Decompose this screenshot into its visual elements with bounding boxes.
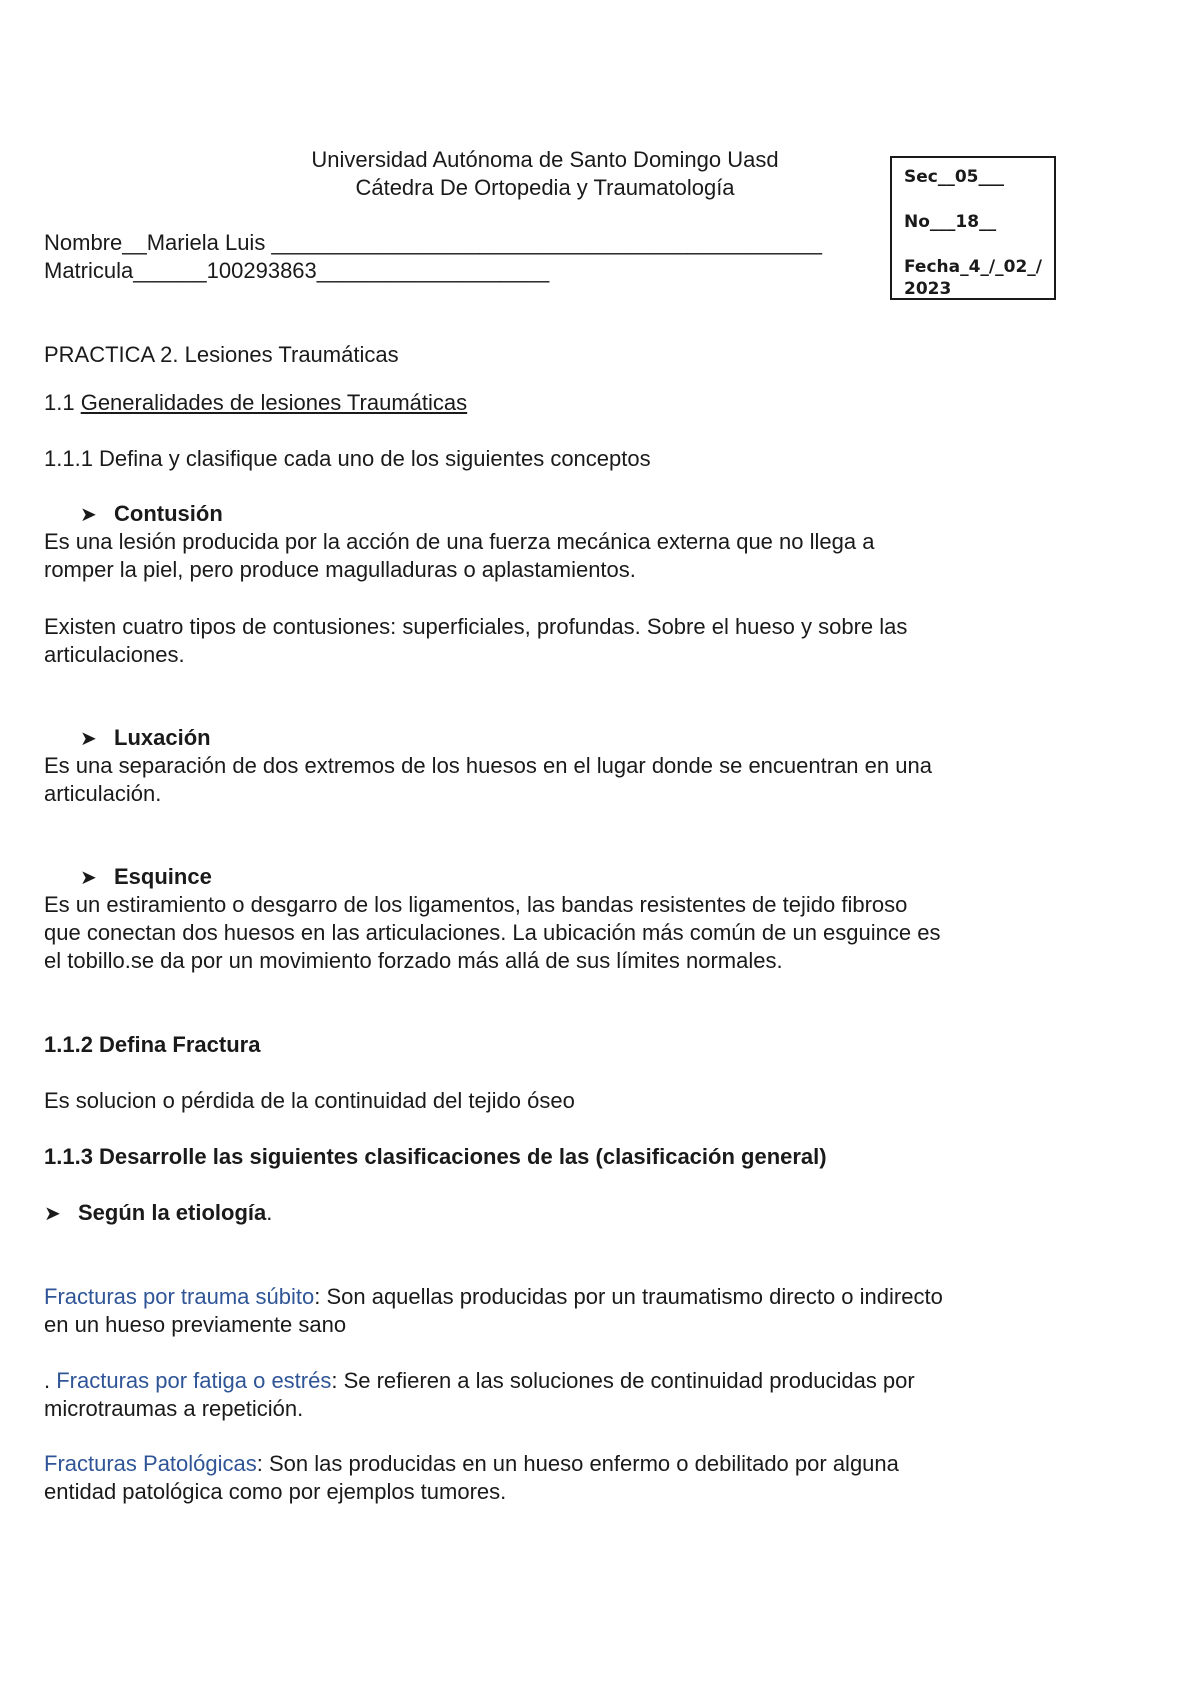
arrow-bullet-icon: ➤ xyxy=(80,867,97,889)
section-1-1-title: Generalidades de lesiones Traumáticas xyxy=(80,390,468,415)
fractura-fatiga-line-1 xyxy=(44,1367,915,1395)
section-1-1-2-heading: 1.1.2 Defina Fractura xyxy=(44,1032,261,1057)
department-name: Cátedra De Ortopedia y Traumatología xyxy=(355,175,735,200)
contusion-text-4: articulaciones. xyxy=(44,642,185,667)
contusion-text-2: romper la piel, pero produce magulladuras o aplastamientos. xyxy=(44,557,636,582)
section-number: Sec__05___ xyxy=(904,167,1005,187)
section-1-1-3-heading: 1.1.3 Desarrolle las siguientes clasificaciones de las (clasificación general) xyxy=(44,1144,827,1169)
fractura-subito-term: Fracturas por trauma súbito xyxy=(44,1284,315,1309)
student-name-line: Nombre__Mariela Luis _____________________________________________ xyxy=(44,230,823,255)
section-1-1-number: 1.1 xyxy=(44,390,81,415)
fractura-definition: Es solucion o pérdida de la continuidad del tejido óseo xyxy=(44,1088,575,1113)
section-1-1-heading xyxy=(44,389,467,417)
fractura-fatiga-term: Fracturas por fatiga o estrés xyxy=(56,1368,332,1393)
contusion-title: Contusión xyxy=(114,501,223,526)
fractura-patologica-term: Fracturas Patológicas xyxy=(44,1451,257,1476)
arrow-bullet-icon: ➤ xyxy=(80,728,97,750)
esquince-heading xyxy=(80,863,212,892)
fractura-fatiga-text: : Se refieren a las soluciones de continuidad producidas por xyxy=(331,1368,915,1393)
fractura-fatiga-line-2: microtraumas a repetición. xyxy=(44,1396,304,1421)
matricula-line: Matricula______100293863___________________ xyxy=(44,258,550,283)
section-info-box xyxy=(890,156,1056,300)
fractura-patologica-line-1 xyxy=(44,1450,899,1478)
fractura-subito-line-1 xyxy=(44,1283,943,1311)
etiologia-title: Según la etiología xyxy=(78,1200,267,1225)
esquince-text-3: el tobillo.se da por un movimiento forzado más allá de sus límites normales. xyxy=(44,948,783,973)
contusion-text-3: Existen cuatro tipos de contusiones: superficiales, profundas. Sobre el hueso y sobre las xyxy=(44,614,908,639)
fractura-subito-line-2: en un hueso previamente sano xyxy=(44,1312,347,1337)
fractura-patologica-text: : Son las producidas en un hueso enfermo o debilitado por alguna xyxy=(256,1451,899,1476)
arrow-bullet-icon: ➤ xyxy=(80,504,97,526)
list-number: No___18__ xyxy=(904,212,997,232)
fractura-patologica-line-2: entidad patológica como por ejemplos tumores. xyxy=(44,1479,507,1504)
esquince-text-1: Es un estiramiento o desgarro de los ligamentos, las bandas resistentes de tejido fibroso xyxy=(44,892,908,917)
luxacion-text-2: articulación. xyxy=(44,781,162,806)
contusion-text-1: Es una lesión producida por la acción de una fuerza mecánica externa que no llega a xyxy=(44,529,875,554)
contusion-heading xyxy=(80,500,223,529)
fractura-fatiga-prefix: . xyxy=(44,1368,57,1393)
section-1-1-1-heading: 1.1.1 Defina y clasifique cada uno de los siguientes conceptos xyxy=(44,446,651,471)
date-field: Fecha_4_/_02_/ 2023 xyxy=(904,257,1043,299)
university-name: Universidad Autónoma de Santo Domingo Uasd xyxy=(311,147,779,172)
esquince-text-2: que conectan dos huesos en las articulaciones. La ubicación más común de un esguince es xyxy=(44,920,941,945)
luxacion-text-1: Es una separación de dos extremos de los huesos en el lugar donde se encuentran en una xyxy=(44,753,932,778)
luxacion-title: Luxación xyxy=(114,725,211,750)
luxacion-heading xyxy=(80,724,211,753)
etiologia-heading xyxy=(44,1199,272,1228)
fractura-subito-text: : Son aquellas producidas por un traumatismo directo o indirecto xyxy=(314,1284,943,1309)
esquince-title: Esquince xyxy=(114,864,212,889)
practice-title: PRACTICA 2. Lesiones Traumáticas xyxy=(44,342,399,367)
etiologia-suffix: . xyxy=(266,1200,273,1225)
arrow-bullet-icon: ➤ xyxy=(44,1203,61,1225)
